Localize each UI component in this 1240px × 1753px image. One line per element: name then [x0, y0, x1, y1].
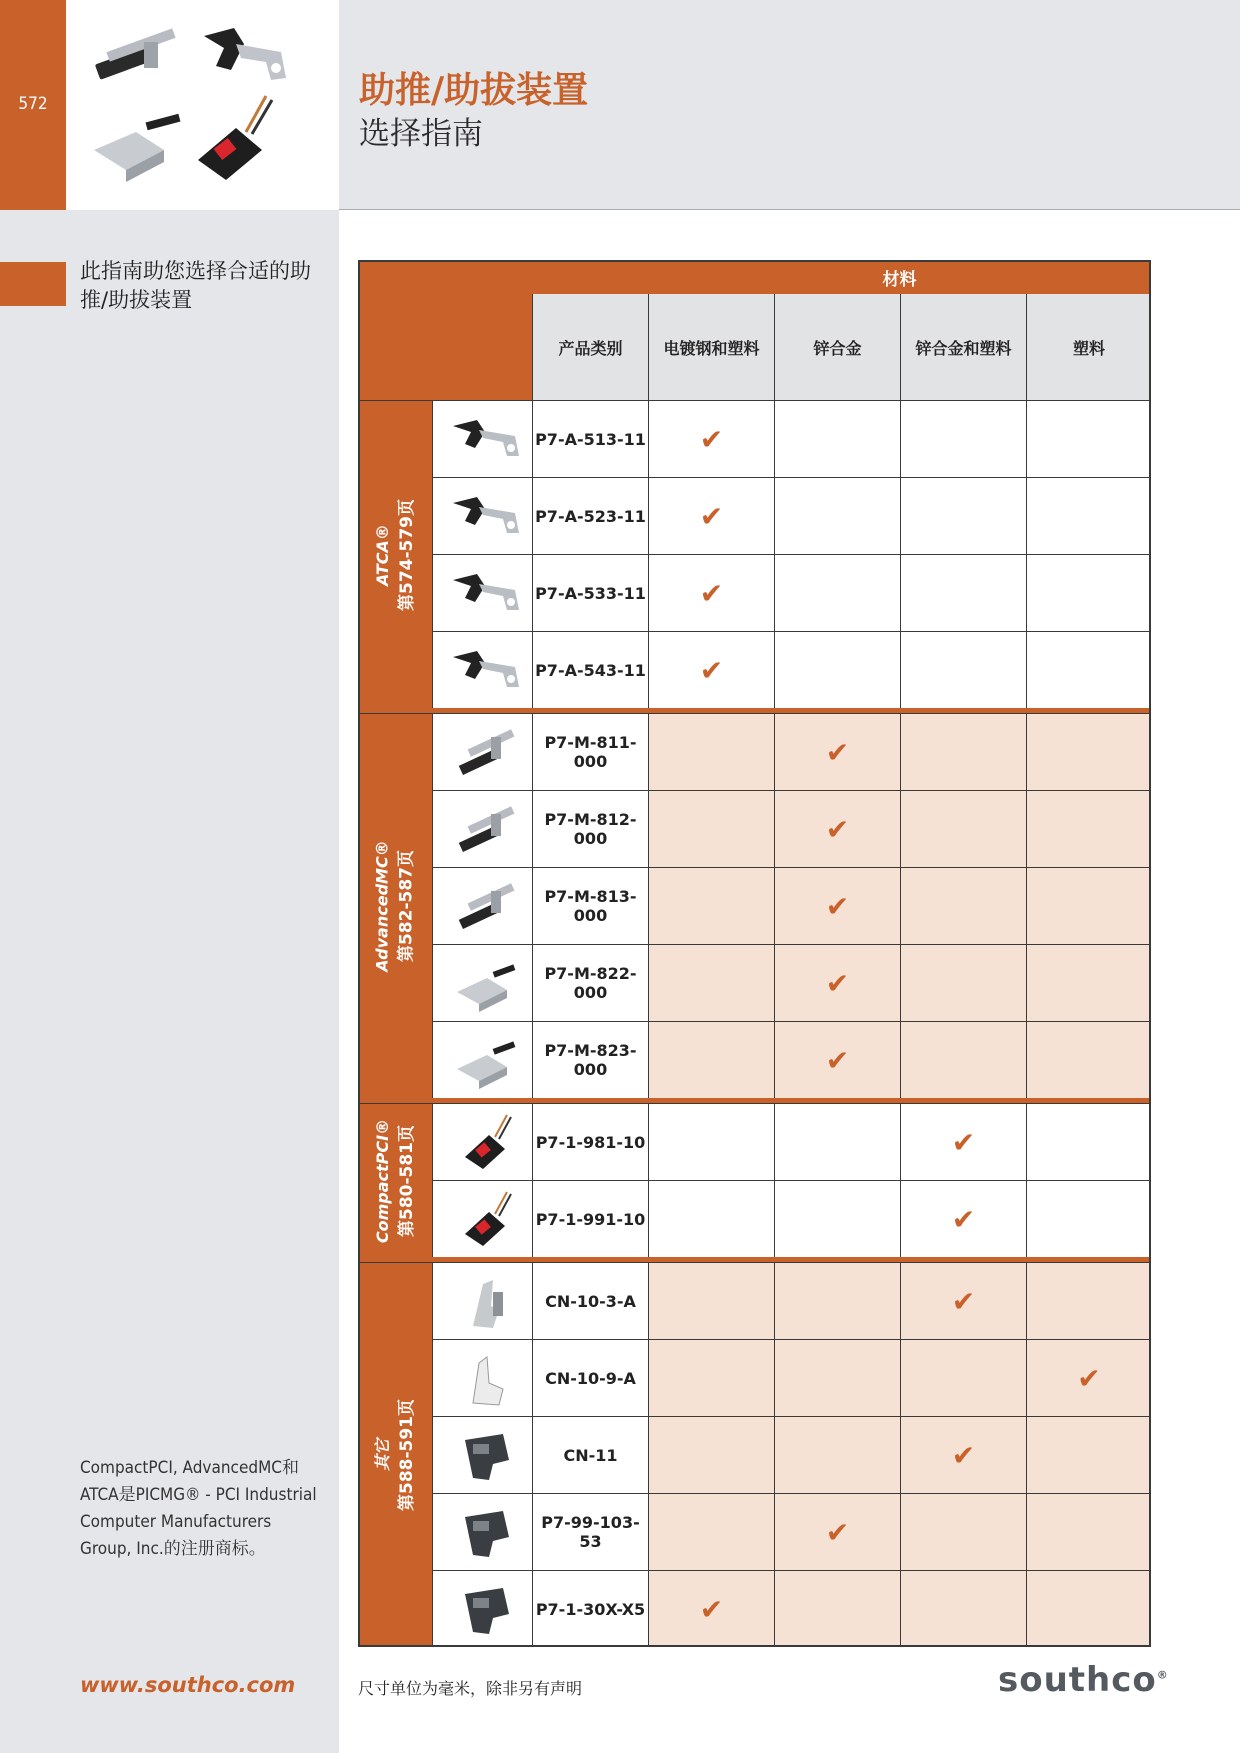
group-label-text: [371, 1118, 419, 1242]
column-header: 产品类别: [532, 294, 648, 400]
check-mark-icon: ✔: [699, 422, 724, 456]
product-image: [432, 400, 532, 477]
material-cell: [1026, 1570, 1151, 1647]
material-cell: [900, 1416, 1026, 1493]
product-part-number: P7-1-30X-X5: [532, 1570, 648, 1647]
check-mark-icon: ✔: [699, 499, 724, 533]
check-mark-icon: ✔: [825, 812, 850, 846]
check-mark-icon: ✔: [825, 889, 850, 923]
group-label-text: [371, 1399, 419, 1511]
amc-handle-photo-icon: [95, 28, 176, 79]
trademark-note: CompactPCI, AdvancedMC和ATCA是PICMG® - PCI Industrial Computer Manufacturers Group, Inc.的注册商标。: [80, 1458, 317, 1559]
material-header: 材料: [648, 260, 1151, 294]
group-name: CompactPCI®: [373, 1118, 392, 1243]
page-subtitle: 选择指南: [359, 116, 483, 152]
check-mark-icon: ✔: [699, 1592, 724, 1626]
atca-ejector-icon: [443, 481, 523, 551]
product-part-number: CN-11: [532, 1416, 648, 1493]
product-part-number: P7-A-523-11: [532, 477, 648, 554]
check-mark-icon: ✔: [951, 1438, 976, 1472]
column-header: 电镀钢和塑料: [648, 294, 774, 400]
cpci-switch-icon: [443, 1184, 523, 1254]
material-cell: [774, 554, 900, 631]
material-cell: [1026, 554, 1151, 631]
material-cell: [1026, 944, 1151, 1021]
material-cell: [900, 1180, 1026, 1257]
atca-ejector-icon: [443, 404, 523, 474]
group-name: ATCA®: [373, 523, 392, 586]
material-cell: [900, 1262, 1026, 1339]
check-mark-icon: ✔: [951, 1202, 976, 1236]
units-note: 尺寸单位为毫米，除非另有声明: [358, 1679, 583, 1698]
material-cell: [774, 1262, 900, 1339]
group-label-text: [371, 840, 419, 971]
material-cell: [900, 554, 1026, 631]
check-mark-icon: ✔: [1077, 1361, 1101, 1395]
material-cell: [648, 1416, 774, 1493]
material-cell: [774, 1493, 900, 1570]
product-image: [432, 631, 532, 708]
material-cell: [774, 1103, 900, 1180]
material-cell: [648, 1262, 774, 1339]
check-mark-icon: ✔: [825, 1515, 850, 1549]
header-product-photos: [66, 0, 339, 210]
lever-dark-icon: [443, 1497, 523, 1567]
amc-latch-icon: [443, 948, 523, 1018]
material-cell: [648, 631, 774, 708]
product-image: [432, 1262, 532, 1339]
intro-accent-bar: [0, 262, 66, 306]
check-mark-icon: ✔: [699, 653, 724, 687]
material-cell: [648, 790, 774, 867]
product-image: [432, 477, 532, 554]
page-number: 572: [18, 94, 48, 114]
amc-handle-icon: [443, 794, 523, 864]
column-header: 锌合金: [774, 294, 900, 400]
product-part-number: P7-1-981-10: [532, 1103, 648, 1180]
material-cell: [648, 1493, 774, 1570]
group-label: [358, 1262, 432, 1647]
material-cell: [900, 400, 1026, 477]
material-cell: [1026, 1021, 1151, 1098]
atca-ejector-icon: [443, 635, 523, 705]
product-image: [432, 1021, 532, 1098]
column-header: 锌合金和塑料: [900, 294, 1026, 400]
cpci-switch-icon: [443, 1107, 523, 1177]
atca-ejector-photo-icon: [204, 28, 286, 80]
header-category-top: [532, 260, 648, 294]
material-cell: [648, 554, 774, 631]
product-image: [432, 1103, 532, 1180]
material-cell: [900, 790, 1026, 867]
material-cell: [648, 1103, 774, 1180]
product-part-number: P7-99-103-53: [532, 1493, 648, 1570]
material-cell: [1026, 631, 1151, 708]
product-part-number: P7-M-823-000: [532, 1021, 648, 1098]
product-part-number: P7-A-513-11: [532, 400, 648, 477]
check-mark-icon: ✔: [825, 735, 850, 769]
header-corner: [358, 260, 532, 400]
lever-dark-icon: [443, 1420, 523, 1490]
material-cell: [774, 713, 900, 790]
product-image: [432, 554, 532, 631]
material-cell: [1026, 1180, 1151, 1257]
product-image: [432, 1570, 532, 1647]
material-cell: [1026, 477, 1151, 554]
material-cell: [648, 867, 774, 944]
product-part-number: P7-M-812-000: [532, 790, 648, 867]
selection-guide-table: [358, 260, 1151, 1630]
amc-latch-photo-icon: [94, 114, 180, 182]
product-image: [432, 1416, 532, 1493]
lever-white-icon: [443, 1343, 523, 1413]
group-pages: 第588-591页: [397, 1398, 417, 1512]
page-title: 助推/助拔装置: [359, 70, 589, 111]
amc-handle-icon: [443, 717, 523, 787]
group-name: 其它: [373, 1439, 392, 1472]
group-pages: 第582-587页: [397, 849, 418, 963]
group-label: [358, 1103, 432, 1257]
website-link[interactable]: www.southco.com: [80, 1673, 296, 1697]
material-cell: [900, 867, 1026, 944]
group-pages: 第574-579页: [397, 498, 417, 611]
material-cell: [774, 1416, 900, 1493]
material-cell: [648, 1570, 774, 1647]
material-cell: [900, 1493, 1026, 1570]
cpci-switch-photo-icon: [198, 96, 272, 180]
group-label-text: [371, 498, 419, 610]
lever-grey-icon: [443, 1266, 523, 1336]
product-part-number: P7-M-822-000: [532, 944, 648, 1021]
product-image: [432, 1180, 532, 1257]
check-mark-icon: ✔: [951, 1125, 976, 1159]
group-name: AdvancedMC®: [373, 840, 393, 972]
material-cell: [900, 1339, 1026, 1416]
product-part-number: P7-A-543-11: [532, 631, 648, 708]
material-cell: [774, 1180, 900, 1257]
material-cell: [1026, 867, 1151, 944]
material-cell: [774, 477, 900, 554]
product-image: [432, 1339, 532, 1416]
material-cell: [1026, 400, 1151, 477]
material-cell: [900, 944, 1026, 1021]
check-mark-icon: ✔: [699, 576, 724, 610]
group-label: [358, 713, 432, 1098]
material-cell: [1026, 1493, 1151, 1570]
material-cell: [900, 477, 1026, 554]
material-cell: [1026, 790, 1151, 867]
check-mark-icon: ✔: [825, 1043, 850, 1077]
product-part-number: CN-10-3-A: [532, 1262, 648, 1339]
amc-latch-icon: [443, 1025, 523, 1095]
logo-text: southco: [998, 1660, 1157, 1700]
material-cell: [648, 1180, 774, 1257]
material-cell: [648, 944, 774, 1021]
product-image: [432, 944, 532, 1021]
material-cell: [774, 790, 900, 867]
material-cell: [900, 1103, 1026, 1180]
registered-mark: ®: [1156, 1668, 1169, 1682]
material-cell: [1026, 713, 1151, 790]
material-cell: [1026, 1103, 1151, 1180]
product-part-number: P7-1-991-10: [532, 1180, 648, 1257]
product-image: [432, 867, 532, 944]
material-cell: [774, 1021, 900, 1098]
material-cell: [1026, 1416, 1151, 1493]
southco-logo: [998, 1660, 1169, 1700]
column-header: 塑料: [1026, 294, 1151, 400]
intro-text: 此指南助您选择合适的助推/助拔装置: [80, 259, 311, 312]
material-cell: [900, 631, 1026, 708]
group-pages: 第580-581页: [397, 1124, 417, 1237]
group-label: [358, 400, 432, 708]
product-image: [432, 1493, 532, 1570]
material-cell: [900, 1570, 1026, 1647]
lever-dark-icon: [443, 1574, 523, 1644]
product-image: [432, 713, 532, 790]
material-cell: [1026, 1262, 1151, 1339]
material-cell: [648, 713, 774, 790]
material-cell: [774, 631, 900, 708]
atca-ejector-icon: [443, 558, 523, 628]
material-cell: [648, 477, 774, 554]
material-cell: [900, 1021, 1026, 1098]
product-image: [432, 790, 532, 867]
material-cell: [648, 1021, 774, 1098]
product-part-number: P7-M-813-000: [532, 867, 648, 944]
material-cell: [648, 400, 774, 477]
material-cell: [774, 400, 900, 477]
material-cell: [774, 1570, 900, 1647]
material-cell: [900, 713, 1026, 790]
check-mark-icon: ✔: [825, 966, 850, 1000]
check-mark-icon: ✔: [951, 1284, 976, 1318]
material-cell: [774, 1339, 900, 1416]
product-part-number: P7-M-811-000: [532, 713, 648, 790]
material-cell: [648, 1339, 774, 1416]
material-cell: [774, 944, 900, 1021]
material-cell: [1026, 1339, 1151, 1416]
material-cell: [774, 867, 900, 944]
product-part-number: P7-A-533-11: [532, 554, 648, 631]
product-part-number: CN-10-9-A: [532, 1339, 648, 1416]
amc-handle-icon: [443, 871, 523, 941]
